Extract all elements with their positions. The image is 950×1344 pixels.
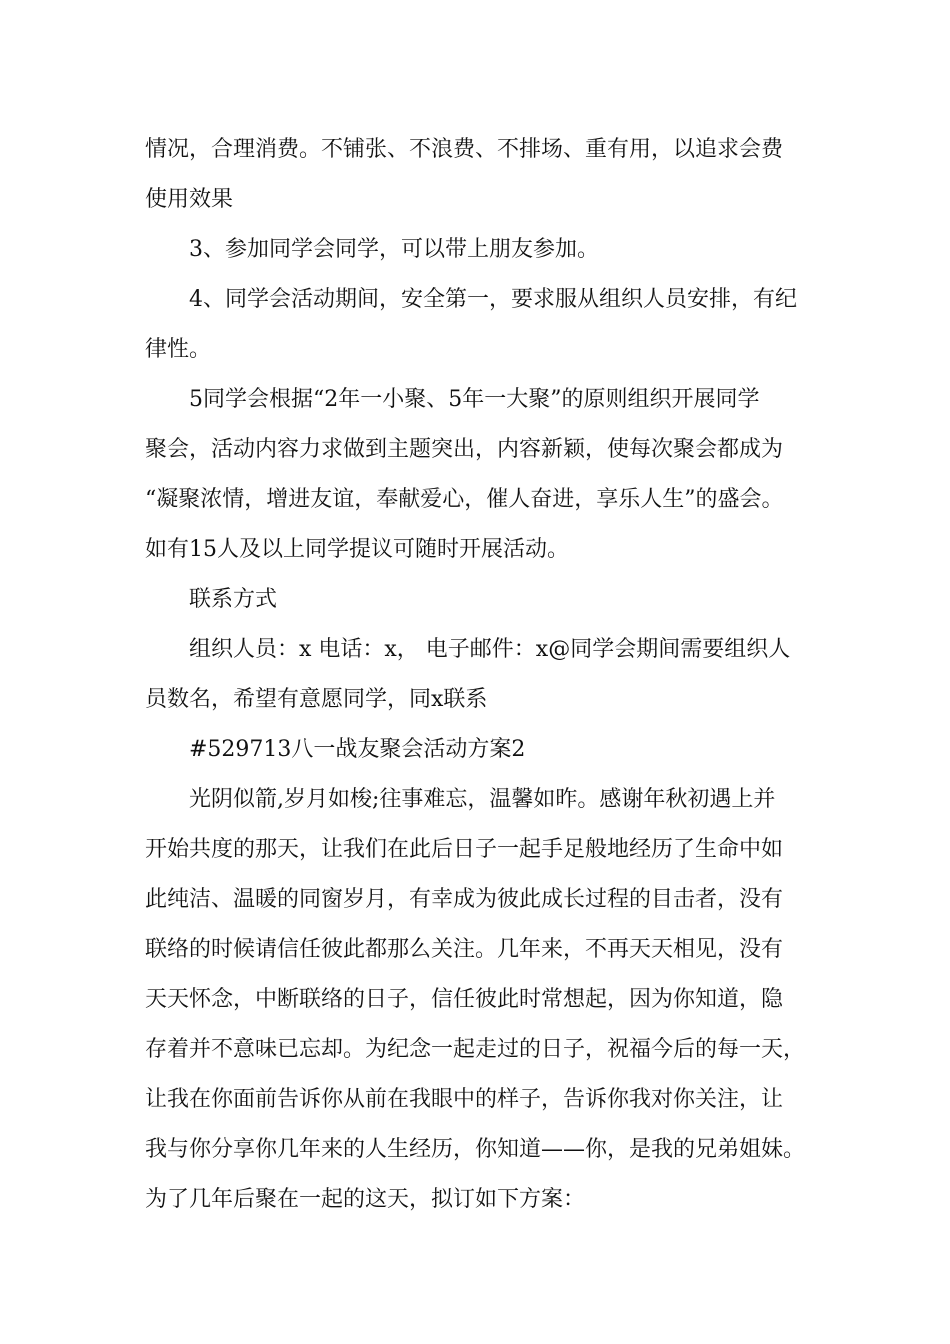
section-heading: 联系方式	[189, 587, 278, 612]
text-line: 5同学会根据“2年一小聚、5年一大聚”的原则组织开展同学	[189, 387, 760, 412]
text-line: 使用效果	[145, 187, 234, 212]
text-line: 律性。	[145, 337, 212, 362]
text-line: “凝聚浓情，增进友谊，奉献爱心，催人奋进，享乐人生”的盛会。	[145, 487, 784, 512]
text-line: 4、同学会活动期间，安全第一，要求服从组织人员安排，有纪	[189, 287, 797, 312]
text-line: 我与你分享你几年来的人生经历，你知道——你，是我的兄弟姐妹。	[145, 1137, 806, 1162]
text-line: 天天怀念，中断联络的日子，信任彼此时常想起，因为你知道，隐	[145, 987, 784, 1012]
text-line: 存着并不意味已忘却。为纪念一起走过的日子，祝福今后的每一天，	[145, 1037, 806, 1062]
text-line: 让我在你面前告诉你从前在我眼中的样子，告诉你我对你关注，让	[145, 1087, 784, 1112]
text-line: 聚会，活动内容力求做到主题突出，内容新颖，使每次聚会都成为	[145, 437, 784, 462]
text-line: 员数名，希望有意愿同学，同x联系	[145, 687, 488, 712]
text-line: 为了几年后聚在一起的这天，拟订如下方案：	[145, 1187, 586, 1212]
text-line: 联络的时候请信任彼此都那么关注。几年来，不再天天相见，没有	[145, 937, 784, 962]
text-line: 3、参加同学会同学，可以带上朋友参加。	[189, 237, 599, 262]
text-line: 开始共度的那天，让我们在此后日子一起手足般地经历了生命中如	[145, 837, 784, 862]
text-line: 此纯洁、温暖的同窗岁月，有幸成为彼此成长过程的目击者，没有	[145, 887, 784, 912]
text-line: 光阴似箭,岁月如梭;往事难忘，温馨如昨。感谢年秋初遇上并	[189, 787, 776, 812]
text-line: 组织人员：x 电话：x， 电子邮件：x@同学会期间需要组织人	[189, 637, 791, 662]
text-line: 情况，合理消费。不铺张、不浪费、不排场、重有用，以追求会费	[145, 137, 784, 162]
text-line: 如有15人及以上同学提议可随时开展活动。	[145, 537, 569, 562]
section-heading: #529713八一战友聚会活动方案2	[189, 737, 526, 762]
